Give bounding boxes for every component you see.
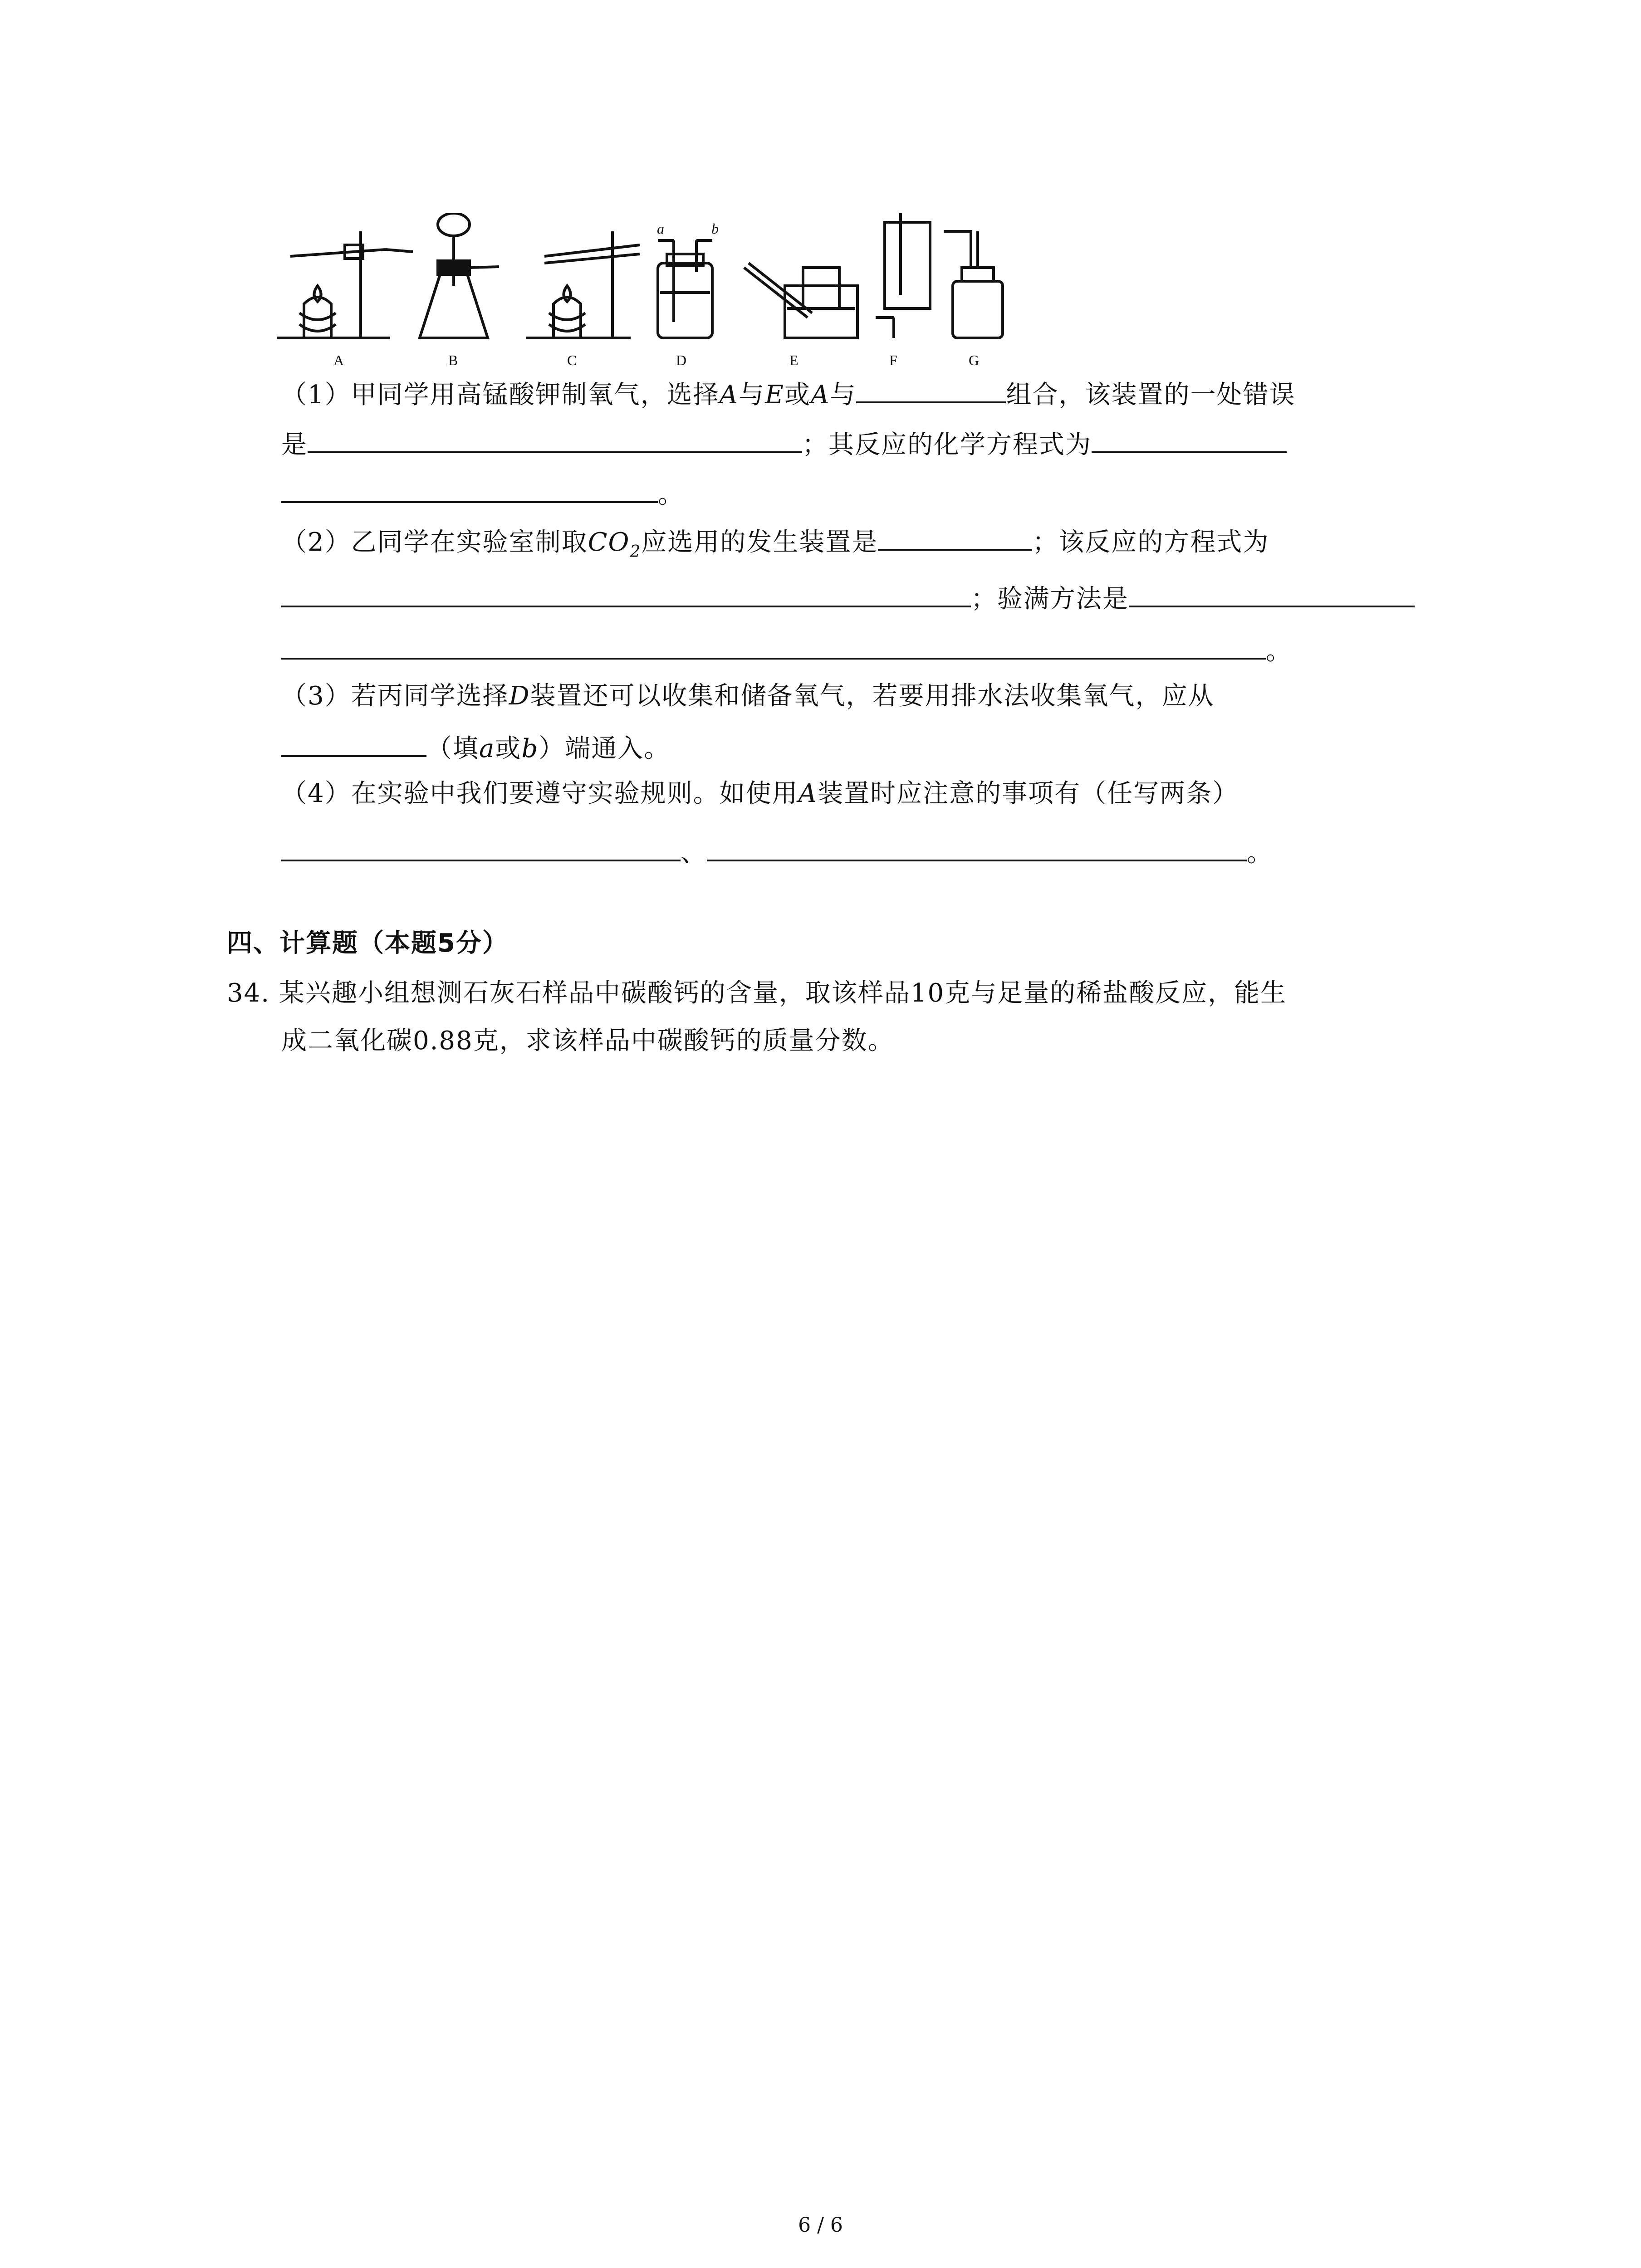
label-c: C (567, 352, 577, 368)
q1-blank-error[interactable] (308, 424, 802, 453)
q2-blank-test-b[interactable] (281, 631, 1266, 660)
port-b-label: b (711, 220, 719, 237)
label-b: B (448, 352, 458, 368)
label-a: A (333, 352, 344, 368)
q2-blank-generator[interactable] (878, 522, 1032, 551)
q4-line-2: 、 。 (281, 832, 1273, 871)
q1-blank-equation-a[interactable] (1092, 424, 1287, 453)
q1-line-3: 。 (281, 474, 684, 513)
q3-line-1: （3）若丙同学选择D装置还可以收集和储备氧气，若要用排水法收集氧气，应从 (281, 681, 1215, 711)
apparatus-a (277, 231, 413, 338)
apparatus-b (420, 213, 499, 338)
q2-line-1: （2）乙同学在实验室制取$CO_2$应选用的发生装置是 ；该反应的方程式为 (281, 522, 1269, 570)
q4-line-1: （4）在实验中我们要遵守实验规则。如使用A装置时应注意的事项有（任写两条） (281, 779, 1239, 808)
q34-line-1: 34. 某兴趣小组想测石灰石样品中碳酸钙的含量，取该样品10克与足量的稀盐酸反应，能生 (227, 978, 1287, 1008)
q4-blank-note-2[interactable] (707, 832, 1247, 861)
q1-blank-equation-b[interactable] (281, 474, 658, 503)
apparatus-diagram (277, 213, 1012, 372)
label-e: E (789, 352, 798, 368)
section-4-heading: 四、计算题（本题5分） (227, 929, 509, 958)
label-d: D (676, 352, 687, 368)
apparatus-figure (277, 213, 1012, 372)
q3-line-2: （填a或b）端通入。 (281, 728, 670, 767)
q1-line-1: （1）甲同学用高锰酸钾制氧气，选择A与E或A与 组合，该装置的一处错误 (281, 374, 1295, 413)
q2-line-2: ；验满方法是 (281, 578, 1415, 617)
apparatus-e (744, 263, 857, 338)
q3-blank-port[interactable] (281, 728, 426, 757)
apparatus-f (876, 213, 930, 338)
q1-line-2: 是 ；其反应的化学方程式为 (281, 424, 1287, 463)
q1-blank-combination[interactable] (856, 374, 1006, 403)
q2-line-3: 。 (281, 631, 1292, 670)
q2-blank-test-a[interactable] (1129, 578, 1415, 607)
apparatus-d (658, 240, 712, 338)
q2-blank-equation[interactable] (281, 578, 971, 607)
q34-line-2: 成二氧化碳0.88克，求该样品中碳酸钙的质量分数。 (281, 1026, 894, 1056)
label-g: G (969, 352, 980, 368)
apparatus-g (944, 231, 1003, 338)
port-a-label: a (657, 220, 664, 237)
apparatus-c (526, 231, 640, 338)
q4-blank-note-1[interactable] (281, 832, 681, 861)
page-number: 6 / 6 (798, 2214, 843, 2237)
label-f: F (889, 352, 897, 368)
